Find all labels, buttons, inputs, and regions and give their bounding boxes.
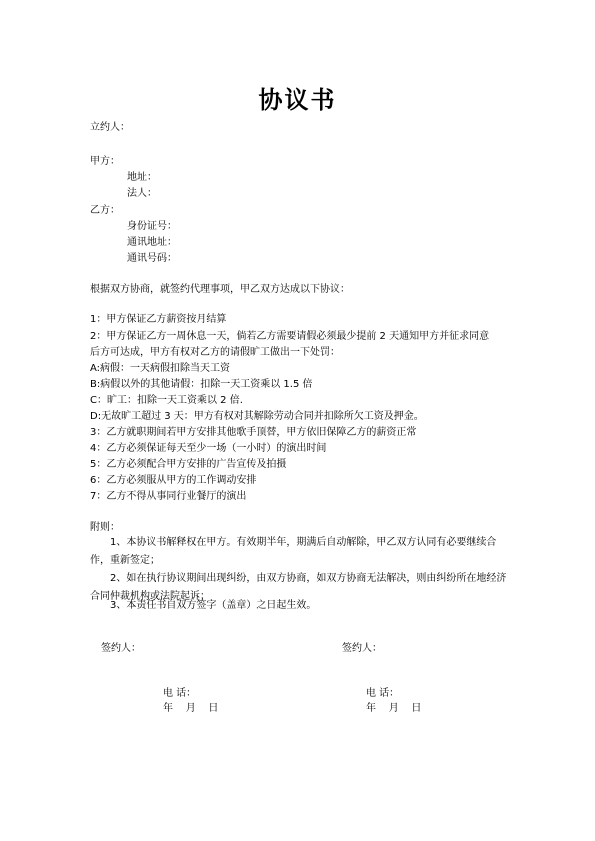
term-line: 7：乙方不得从事同行业餐厅的演出 <box>90 491 247 502</box>
term-line: C：旷工：扣除一天工资乘以 2 倍. <box>90 395 243 406</box>
signature-left-date: 年 月 日 <box>163 703 219 714</box>
term-line: 后方可达成，甲方有权对乙方的请假旷工做出一下处罚： <box>90 347 340 358</box>
party-a-label: 甲方： <box>90 156 120 167</box>
term-line: B:病假以外的其他请假：扣除一天工资乘以 1.5 倍 <box>90 379 313 390</box>
party-b-label: 乙方： <box>90 205 120 216</box>
term-line: D:无故旷工超过 3 天：甲方有权对其解除劳动合同并扣除所欠工资及押金。 <box>90 411 424 422</box>
signature-left-phone: 电 话： <box>163 688 197 699</box>
signature-right-date: 年 月 日 <box>366 703 422 714</box>
party-b-id-number: 身份证号： <box>127 221 177 232</box>
signature-right-label: 签约人： <box>342 643 382 654</box>
party-b-mail-address: 通讯地址： <box>127 237 177 248</box>
term-line: 2：甲方保证乙方一周休息一天，倘若乙方需要请假必须最少提前 2 天通知甲方并征求同意 <box>90 331 490 342</box>
appendix-item: 2、如在执行协议期间出现纠纷，由双方协商，如双方协商无法解决，则由纠纷所在地经济合同仲裁机构或法院起诉； <box>90 573 507 602</box>
agreement-intro: 根据双方协商，就签约代理事项，甲乙双方达成以下协议： <box>90 284 350 295</box>
term-line: 5：乙方必须配合甲方安排的广告宣传及拍摄 <box>90 459 287 470</box>
party-b-phone: 通讯号码： <box>127 253 177 264</box>
signature-left-label: 签约人： <box>101 643 141 654</box>
appendix-item: 1、本协议书解释权在甲方。有效期半年，期满后自动解除，甲乙双方认同有必要继续合作，重新签定； <box>90 537 497 566</box>
appendix-item: 3、本责任书自双方签字（盖章）之日起生效。 <box>110 600 317 611</box>
signature-right-phone: 电 话： <box>366 688 400 699</box>
appendix-label: 附则： <box>90 522 120 533</box>
term-line: 1：甲方保证乙方薪资按月结算 <box>90 314 227 325</box>
term-line: 4：乙方必须保证每天至少一场（一小时）的演出时间 <box>90 443 327 454</box>
party-a-address: 地址： <box>127 172 157 183</box>
term-line: A:病假：一天病假扣除当天工资 <box>90 363 231 374</box>
term-line: 6：乙方必须服从甲方的工作调动安排 <box>90 475 257 486</box>
document-title: 协议书 <box>258 86 337 114</box>
term-line: 3：乙方就职期间若甲方安排其他歌手顶替，甲方依旧保障乙方的薪资正常 <box>90 427 417 438</box>
signatory-line: 立约人： <box>90 122 130 133</box>
party-a-legal-rep: 法人： <box>127 188 157 199</box>
